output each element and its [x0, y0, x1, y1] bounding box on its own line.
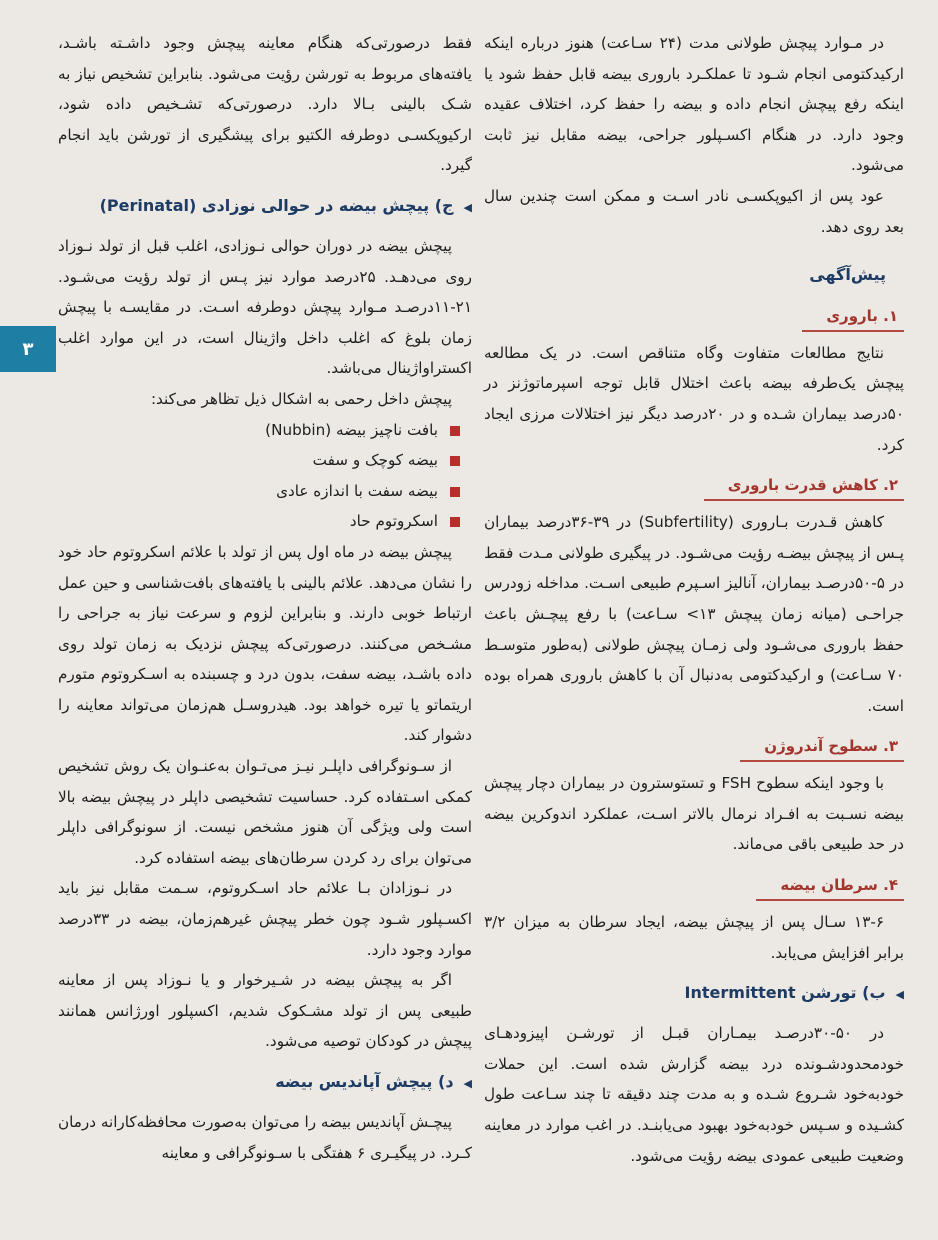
prognosis-heading: پیش‌آگهی — [809, 265, 886, 285]
bullet-list — [58, 415, 472, 537]
section-heading — [484, 731, 904, 762]
right-column — [484, 28, 904, 1171]
fertility-title: ۱. باروری — [802, 302, 904, 332]
intermittent-heading: ب) تورشن Intermittent — [684, 983, 886, 1003]
section-heading — [484, 470, 904, 501]
cancer-title: ۴. سرطان بیضه — [756, 871, 904, 901]
paragraph: پیچش بیضه در ماه اول پس از تولد با علائم اسکروتوم حاد خود را نشان می‌دهد. علائم بالینی با یافته‌های بافت‌شناسی و حین عمل ارتباط خوبی دارند. و بنابراین لزوم و سرعت نیاز به جراحی را مشـخص می‌کنند. درصورتی‌که پیچش نزدیک به زمان تولد روی داده باشـد، بیضه سفت، بدون درد و چسبنده به اسـکروتوم متورم اریتماتو یا تیره خواهد بود. هیدروسـل هم‌زمان می‌تواند معاینه را دشوار کند. — [58, 542, 472, 745]
paragraph: پیچش بیضه در دوران حوالی نـوزادی، اغلب قبل از تولد نـوزاد روی می‌دهـد. ۲۵درصد موارد نیز پـس از تولد رؤیت می‌شـود. ۲۱-۱۱درصـد مـوارد پیچش دوطرفه اسـت. در مقایسـه با پیچش زمان بلوغ که اغلب داخل واژینال است، در این موارد اغلب اکستراواژینال می‌باشد. — [58, 236, 472, 378]
perinatal-heading: ج) پیچش بیضه در حوالی نوزادی (Perinatal) — [99, 195, 454, 215]
subfertility-title: ۲. کاهش قدرت باروری — [704, 471, 904, 501]
page-number: ۳ — [22, 338, 34, 360]
paragraph: فقط درصورتی‌که هنگام معاینه پیچش وجود داشـته باشـد، یافته‌های مربوط به تورشن رؤیت می‌شود. بنابراین تشخیص نیاز به شـک بالینی بـالا دارد. درصورتی‌که تشـخیص داده شود، ارکیوپکسـی دوطرفه الکتیو برای پیشگیری از تورشن باید انجام گیرد. — [58, 34, 472, 175]
list-item: بافت ناچیز بیضه (Nubbin) — [58, 415, 464, 446]
paragraph: نتایج مطالعات متفاوت وگاه متناقص است. در یک مطالعه پیچش یک‌طرفه بیضه باعث اختلال قابل توجه اسپرماتوژنز در ۵۰درصد بیماران شـده و در ۲۰درصد دیگر نیز اختلالات مرزی ایجاد کرد. — [484, 343, 904, 454]
list-item: بیضه کوچک و سفت — [58, 445, 464, 476]
paragraph: پیچـش آپاندیس بیضه را می‌توان به‌صورت محافظه‌کارانه درمان کـرد. در پیگیـری ۶ هفتگی با سـونوگرافی و معاینه — [58, 1113, 472, 1162]
list-item: اسکروتوم حاد — [58, 506, 464, 537]
left-column — [58, 28, 472, 1168]
paragraph: کاهش قـدرت بـاروری (Subfertility) در ۳۹-۳۶درصد بیماران پـس از پیچش بیضـه رؤیت می‌شـود. در پیگیری طولانی مـدت فقط در ۵-۵۰درصـد بیماران، آنالیز اسـپرم طبیعی اسـت. مداخله زودرس جراحـی (میانه زمان پیچش ۱۳> سـاعت) با رفع پیچـش باعث حفظ باروری می‌شـود ولی زمـان پیچش طولانی (به‌طور متوسـط ۷۰ سـاعت) و ارکیدکتومی به‌دنبال آن با کاهش باروری همراه بوده است. — [484, 513, 904, 715]
triangle-bullet-icon: ◀ — [463, 1077, 472, 1090]
paragraph: اگر به پیچش بیضه در شـیرخوار و یا نـوزاد پس از معاینه طبیعی پس از تولد مشـکوک شدیم، اکسپلور اورژانس همانند پیچش در کودکان توصیه می‌شود. — [58, 971, 472, 1051]
section-heading — [484, 870, 904, 901]
page-number-tab — [0, 326, 56, 372]
triangle-bullet-icon: ◀ — [463, 200, 472, 214]
paragraph: از سـونوگرافی داپلـر نیـز می‌تـوان به‌عنـوان یک روش تشخیص کمکی اسـتفاده کرد. حساسیت تشخیصی داپلر در پیچش بیضه بالا است ولی ویژگی آن هنوز مشخص نیست. از سونوگرافی داپلر می‌توان برای رد کردن سرطان‌های بیضه استفاده کرد. — [58, 757, 472, 867]
paragraph: عود پس از اکیوپکسـی نادر اسـت و ممکن است چندین سال بعد روی دهد. — [484, 186, 904, 236]
appendix-heading: د) پیچش آپاندیس بیضه — [275, 1072, 454, 1091]
list-item: بیضه سفت با اندازه عادی — [58, 476, 464, 507]
paragraph: با وجود اینکه سطوح FSH و تستوسترون در بیماران دچار پیچش بیضه نسـبت به افـراد نرمال بالاتر اسـت، عملکرد اندوکرین بیضه در حد طبیعی باقی می‌ماند. — [484, 774, 904, 854]
section-heading — [58, 191, 472, 223]
paragraph: در ۵۰-۳۰درصـد بیمـاران قبـل از تورشـن اپیزودهـای خودمحدودشـونده درد بیضه گزارش شده است. این حملات خودبه‌خود شـروع شـده و به مدت چند دقیقه تا چند سـاعت طول کشـیده و سـپس خودبه‌خود بهبود می‌یابنـد. در اغب موارد در معاینه وضعیت طبیعی عمودی بیضه رؤیت می‌شود. — [484, 1024, 904, 1165]
section-heading — [484, 978, 904, 1010]
androgen-title: ۳. سطوح آندروژن — [740, 732, 904, 762]
paragraph: در نـوزادان بـا علائم حاد اسـکروتوم، سـمت مقابل نیز باید اکسـپلور شـود چون خطر پیچش غیرهم‌زمان، بیضه در ۳۳درصد موارد وجود دارد. — [58, 879, 472, 959]
triangle-bullet-icon: ◀ — [895, 988, 904, 1002]
paragraph: پیچش داخل رحمی به اشکال ذیل تظاهر می‌کند: — [150, 389, 452, 408]
paragraph: ۱۳-۶ سـال پس از پیچش بیضه، ایجاد سرطان به میزان ۳/۲ برابر افزایش می‌یابد. — [484, 913, 904, 962]
section-heading — [484, 301, 904, 332]
paragraph: در مـوارد پیچش طولانی مدت (۲۴ سـاعت) هنوز درباره اینکه ارکیدکتومی انجام شـود تا عملکـرد باروری بیضه قابل حفظ شود یا اینکه رفع پیچش انجام داده و بیضه را حفظ کرد، اختلاف عقیده وجود دارد. در هنگام اکسـپلور جراحی، بیضه مقابل نیز ثابت می‌شود. — [484, 34, 904, 175]
section-heading — [58, 1067, 472, 1099]
